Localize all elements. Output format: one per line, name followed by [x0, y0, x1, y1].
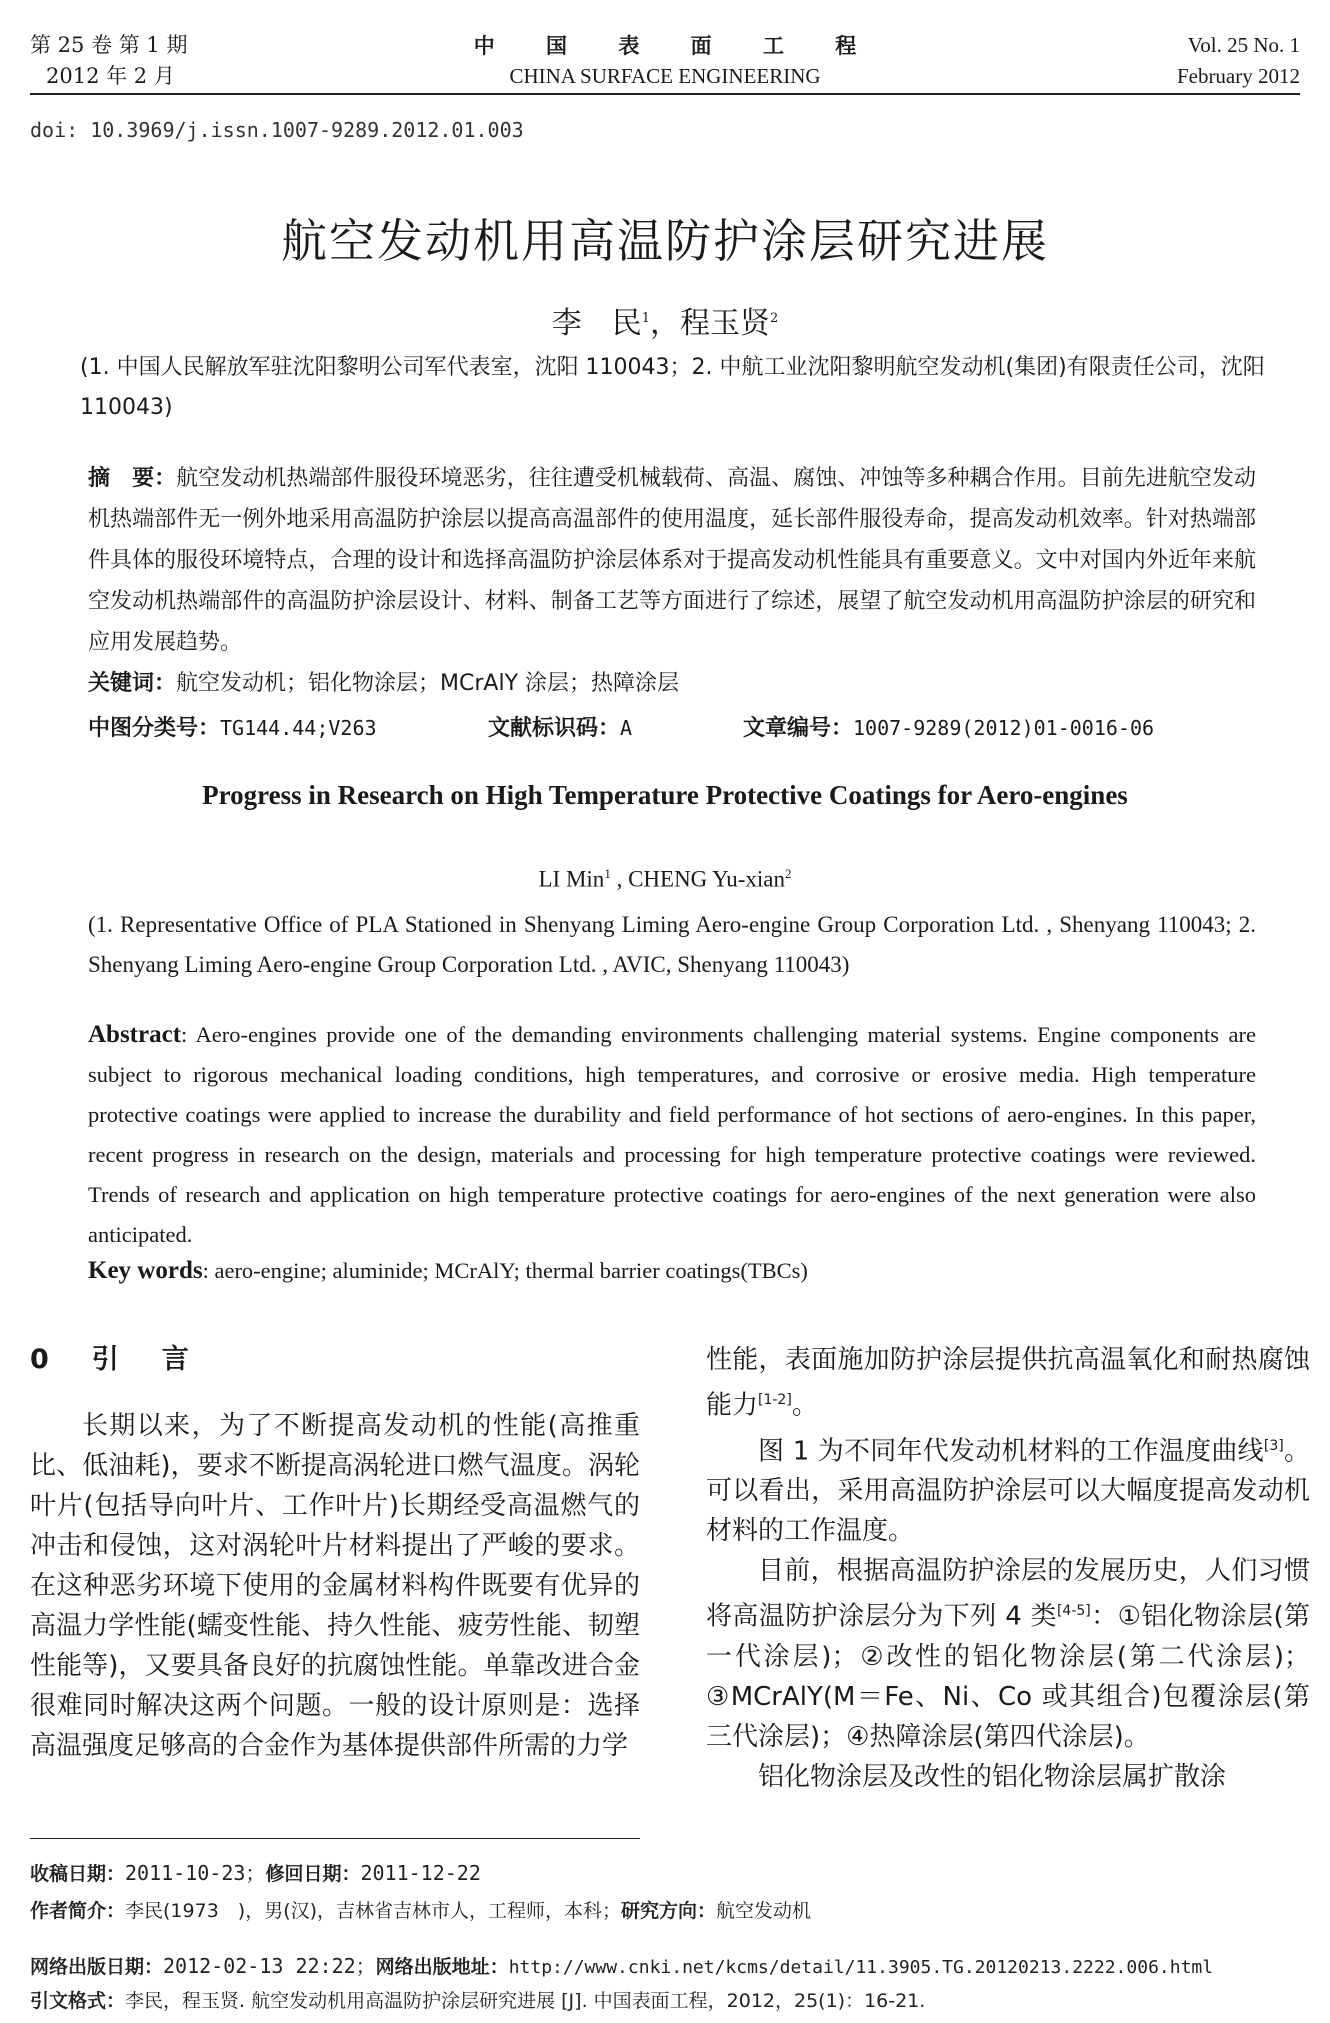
- keywords-cn-label: 关键词：: [88, 671, 177, 696]
- online-date: 2012-02-13 22:22；: [163, 1954, 376, 1978]
- abstract-en-colon: :: [181, 1022, 196, 1047]
- body-paragraph: 长期以来，为了不断提高发动机的性能(高推重比、低油耗)，要求不断提高涡轮进口燃气温度。涡轮叶片(包括导向叶片、工作叶片)长期经受高温燃气的冲击和侵蚀，这对涡轮叶片材料提出了严峻的要求。在这种恶劣环境下使用的金属材料构件既要有优异的高温力学性能(蠕变性能、持久性能、疲劳性能、韧塑性能等)，又要具备良好的抗腐蚀性能。单靠改进合金很难同时解决这两个问题。一般的设计原则是：选择高温强度足够高的合金作为基体提供部件所需的力学: [30, 1411, 640, 1761]
- footnote-author-bio: [30, 1896, 1300, 1923]
- header-rule: [30, 93, 1300, 95]
- revised-label: 修回日期：: [265, 1863, 361, 1885]
- article-no-label: 文章编号：: [743, 716, 854, 741]
- author-separator: ，: [650, 306, 680, 341]
- keywords-cn: [88, 666, 1256, 697]
- received-label: 收稿日期：: [30, 1863, 126, 1885]
- authors-en: [0, 866, 1330, 893]
- authors-cn: [0, 298, 1330, 342]
- author-1-en: LI Min: [538, 866, 605, 892]
- header-center: [30, 30, 1300, 92]
- clc-label: 中图分类号：: [88, 716, 221, 741]
- abstract-cn-text: 航空发动机热端部件服役环境恶劣，往往遭受机械载荷、高温、腐蚀、冲蚀等多种耦合作用。目前先进航空发动机热端部件无一例外地采用高温防护涂层以提高高温部件的使用温度，延长部件服役寿命，提高发动机效率。针对热端部件具体的服役环境特点，合理的设计和选择高温防护涂层体系对于提高发动机性能具有重要意义。文中对国内外近年来航空发动机热端部件的高温防护涂层设计、材料、制备工艺等方面进行了综述，展望了航空发动机用高温防护涂层的研究和应用发展趋势。: [88, 466, 1256, 655]
- citation-label: 引文格式：: [30, 1990, 126, 2012]
- footnote-citation: [30, 1986, 1300, 2013]
- clc-group: [88, 711, 488, 742]
- bio-label: 作者简介：: [30, 1900, 126, 1922]
- online-date-label: 网络出版日期：: [30, 1956, 164, 1978]
- online-url-label: 网络出版地址：: [375, 1956, 509, 1978]
- keywords-en-colon: :: [202, 1258, 215, 1283]
- research-label: 研究方向：: [621, 1900, 717, 1922]
- running-header: [30, 30, 1300, 92]
- bio-text: 李民(1973 )，男(汉)，吉林省吉林市人，工程师，本科；: [125, 1900, 622, 1922]
- journal-name-en: CHINA SURFACE ENGINEERING: [509, 64, 821, 88]
- header-right: [1177, 30, 1300, 92]
- article-title-cn: 航空发动机用高温防护涂层研究进展: [281, 214, 1049, 268]
- volume-issue-cn: 第 25 卷 第 1 期: [30, 33, 188, 57]
- body-paragraph: [706, 1426, 1310, 1552]
- citation-ref: [1-2]: [758, 1392, 792, 1408]
- citation-ref: [4-5]: [1056, 1603, 1091, 1620]
- author-en-separator: ,: [610, 866, 629, 892]
- body-text: 目前，根据高温防护涂层的发展历史，人们习惯将高温防护涂层分为下列 4 类: [706, 1556, 1310, 1632]
- doi: doi: 10.3969/j.issn.1007-9289.2012.01.003: [30, 118, 524, 142]
- abstract-en-text: Aero-engines provide one of the demanding environments challenging material systems. Engine components are subject to rigorous mechanical loading conditions, high temperatures, and corrosive or erosive media. High temperature protective coatings were applied to increase the durability and field performance of hot sections of aero-engines. In this paper, recent progress in research on the design, materials and processing for high temperature protective coatings were reviewed. Trends of research and application on high temperature protective coatings for aero-engines of the next generation were also anticipated.: [88, 1022, 1256, 1247]
- body-paragraph-continued: [706, 1340, 1310, 1426]
- section-heading: 0 引 言: [30, 1344, 197, 1375]
- revised-date: 2011-12-22: [360, 1861, 481, 1885]
- keywords-en-text: aero-engine; aluminide; MCrAlY; thermal barrier coatings(TBCs): [214, 1258, 808, 1283]
- body-column-left: [30, 1340, 640, 1766]
- affiliation-en: (1. Representative Office of PLA Stationed in Shenyang Liming Aero-engine Group Corporation Ltd. , Shenyang 110043; 2. Shenyang Liming Aero-engine Group Corporation Ltd. , AVIC, Shenyang 110043): [88, 912, 1256, 977]
- journal-name-cn: 中 国 表 面 工 程: [473, 33, 879, 58]
- author-2-en: CHENG Yu-xian: [628, 866, 785, 892]
- date-en: February 2012: [1176, 64, 1300, 88]
- footnote-rule: [30, 1838, 640, 1839]
- author-1-en-affil-mark: 1: [604, 866, 611, 881]
- body-text: 。可以看出，采用高温防护涂层可以大幅度提高发动机材料的工作温度。: [706, 1436, 1310, 1547]
- footnote-dates: [30, 1857, 1300, 1886]
- body-text: 性能，表面施加防护涂层提供抗高温氧化和耐热腐蚀能力: [706, 1345, 1310, 1421]
- clc-value: TG144.44;V263: [220, 716, 377, 740]
- article-no-value: 1007-9289(2012)01-0016-06: [853, 716, 1155, 740]
- abstract-en: [88, 1015, 1256, 1255]
- body-text: 。: [791, 1390, 818, 1421]
- abstract-en-label: Abstract: [88, 1021, 182, 1048]
- abstract-cn-label: 摘 要：: [88, 466, 177, 491]
- citation-text: 李民，程玉贤. 航空发动机用高温防护涂层研究进展 [J]. 中国表面工程，2012，25(1)：16-21.: [125, 1990, 926, 2012]
- keywords-en: [88, 1257, 1256, 1285]
- author-1-cn: 李 民: [551, 306, 642, 341]
- research-text: 航空发动机: [716, 1900, 812, 1922]
- keywords-cn-text: 航空发动机；铝化物涂层；MCrAlY 涂层；热障涂层: [176, 671, 679, 696]
- abstract-cn: [88, 458, 1256, 663]
- citation-ref: [3]: [1263, 1437, 1284, 1454]
- body-paragraph: 铝化物涂层及改性的铝化物涂层属扩散涂: [758, 1761, 1227, 1792]
- doc-code-value: A: [620, 716, 633, 740]
- body-column-right: [706, 1340, 1310, 1797]
- classification-line: [88, 711, 1256, 742]
- author-2-affil-mark: 2: [770, 311, 779, 326]
- author-1-affil-mark: 1: [641, 311, 650, 326]
- body-paragraph: [706, 1551, 1310, 1757]
- online-url-link[interactable]: http://www.cnki.net/kcms/detail/11.3905.TG.20120213.2222.006.html: [508, 1957, 1214, 1978]
- author-2-cn: 程玉贤: [680, 306, 770, 341]
- body-text: 图 1 为不同年代发动机材料的工作温度曲线: [758, 1436, 1264, 1467]
- footnote-online: [30, 1950, 1300, 1979]
- body-text: ：①铝化物涂层(第一代涂层)；②改性的铝化物涂层(第二代涂层)；③MCrAlY(M＝Fe、Ni、Co 或其组合)包覆涂层(第三代涂层)；④热障涂层(第四代涂层)。: [706, 1601, 1311, 1752]
- received-date: 2011-10-23；: [125, 1861, 266, 1885]
- date-cn: 2012 年 2 月: [46, 64, 175, 88]
- article-title-en: Progress in Research on High Temperature Protective Coatings for Aero-engines: [202, 780, 1128, 810]
- keywords-en-label: Key words: [88, 1257, 203, 1284]
- affiliation-cn: (1. 中国人民解放军驻沈阳黎明公司军代表室，沈阳 110043；2. 中航工业沈阳黎明航空发动机(集团)有限责任公司，沈阳 110043): [80, 355, 1265, 420]
- doc-code-label: 文献标识码：: [488, 716, 621, 741]
- author-2-en-affil-mark: 2: [785, 866, 792, 881]
- volume-issue-en: Vol. 25 No. 1: [1187, 33, 1300, 57]
- doc-code-group: [488, 711, 743, 742]
- article-no-group: [743, 711, 1154, 742]
